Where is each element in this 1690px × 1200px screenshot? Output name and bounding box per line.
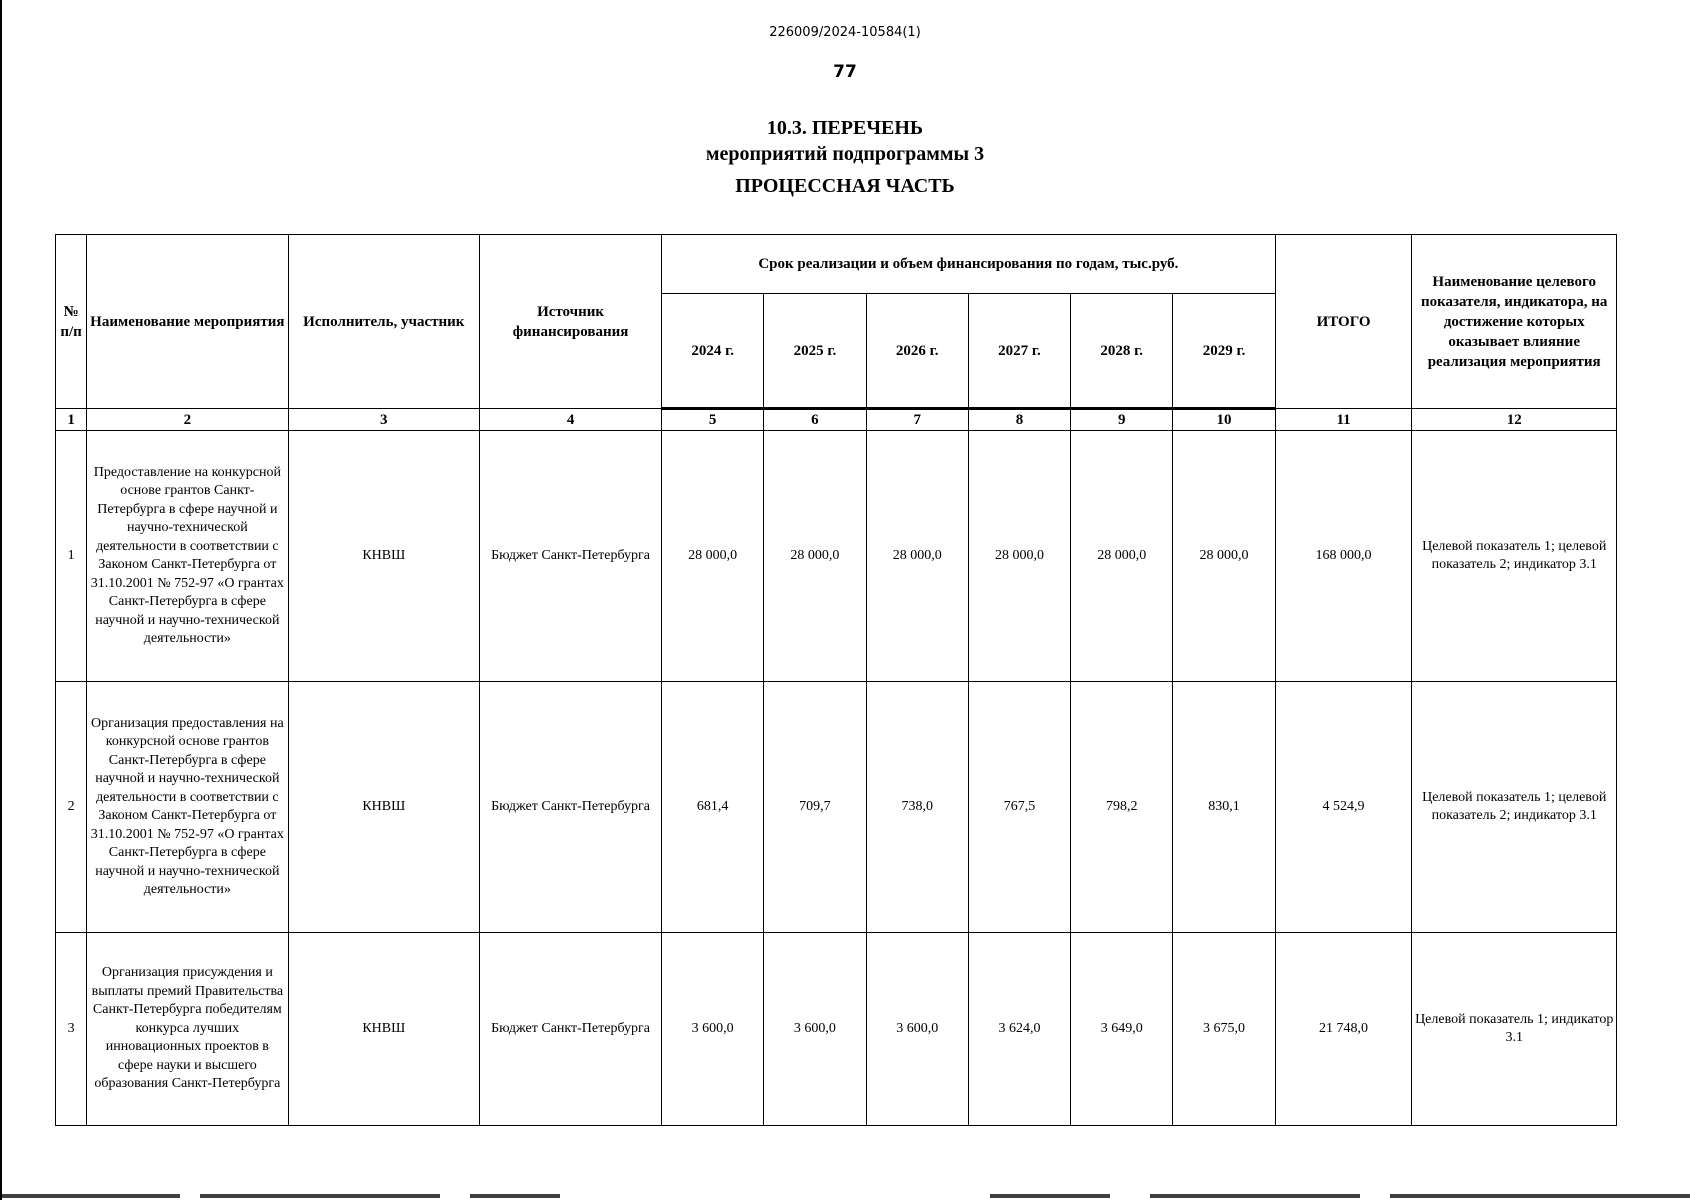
- table-row: [56, 431, 1617, 682]
- section-subtitle: мероприятий подпрограммы 3: [705, 143, 985, 165]
- funding-2026: 28 000,0: [866, 431, 968, 682]
- header-year-2028: 2028 г.: [1071, 294, 1173, 409]
- target-indicator: Целевой показатель 1; целевой показатель 2; индикатор 3.1: [1412, 431, 1617, 682]
- header-no: № п/п: [56, 235, 87, 409]
- funding-source: Бюджет Санкт-Петербурга: [480, 431, 662, 682]
- row-number: 1: [56, 431, 87, 682]
- column-number: 5: [662, 409, 764, 431]
- header-year-2027: 2027 г.: [968, 294, 1070, 409]
- funding-total: 4 524,9: [1275, 682, 1412, 933]
- column-number: 2: [87, 409, 288, 431]
- event-name: Организация предоставления на конкурсной основе грантов Санкт-Петербурга в сфере научной и научно-технической деятельности в соответствии с Законом Санкт-Петербурга от 31.10.2001 № 752-97 «О грантах Санкт-Петербурга в сфере научной и научно-технической деятельности»: [87, 682, 288, 933]
- funding-total: 168 000,0: [1275, 431, 1412, 682]
- funding-2027: 3 624,0: [968, 933, 1070, 1126]
- header-year-2026: 2026 г.: [866, 294, 968, 409]
- funding-2024: 681,4: [662, 682, 764, 933]
- funding-2028: 28 000,0: [1071, 431, 1173, 682]
- header-executor: Исполнитель, участник: [288, 235, 480, 409]
- section-part-title: ПРОЦЕССНАЯ ЧАСТЬ: [735, 175, 955, 197]
- column-number: 12: [1412, 409, 1617, 431]
- event-name: Организация присуждения и выплаты премий Правительства Санкт-Петербурга победителям конкурса лучших инновационных проектов в сфере науки и высшего образования Санкт-Петербурга: [87, 933, 288, 1126]
- funding-2029: 28 000,0: [1173, 431, 1275, 682]
- header-funding-period: Срок реализации и объем финансирования по годам, тыс.руб.: [662, 235, 1276, 294]
- row-number: 3: [56, 933, 87, 1126]
- funding-2028: 3 649,0: [1071, 933, 1173, 1126]
- scan-footer-artifact: [0, 1192, 1690, 1200]
- funding-2027: 28 000,0: [968, 431, 1070, 682]
- header-indicator: Наименование целевого показателя, индикатора, на достижение которых оказывает влияние реализация мероприятия: [1412, 235, 1617, 409]
- funding-source: Бюджет Санкт-Петербурга: [480, 682, 662, 933]
- funding-2029: 3 675,0: [1173, 933, 1275, 1126]
- funding-2025: 709,7: [764, 682, 866, 933]
- header-year-2024: 2024 г.: [662, 294, 764, 409]
- column-number: 10: [1173, 409, 1275, 431]
- funding-2024: 28 000,0: [662, 431, 764, 682]
- page-number: 77: [833, 62, 857, 82]
- column-number-row: [56, 409, 1617, 431]
- events-table: [55, 234, 1617, 1126]
- header-total: ИТОГО: [1275, 235, 1412, 409]
- column-number: 1: [56, 409, 87, 431]
- funding-total: 21 748,0: [1275, 933, 1412, 1126]
- column-number: 9: [1071, 409, 1173, 431]
- header-funding-source: Источник финансирования: [480, 235, 662, 409]
- table-row: [56, 933, 1617, 1126]
- funding-source: Бюджет Санкт-Петербурга: [480, 933, 662, 1126]
- column-number: 11: [1275, 409, 1412, 431]
- funding-2026: 738,0: [866, 682, 968, 933]
- row-number: 2: [56, 682, 87, 933]
- funding-2029: 830,1: [1173, 682, 1275, 933]
- column-number: 7: [866, 409, 968, 431]
- target-indicator: Целевой показатель 1; целевой показатель 2; индикатор 3.1: [1412, 682, 1617, 933]
- column-number: 3: [288, 409, 480, 431]
- funding-2024: 3 600,0: [662, 933, 764, 1126]
- event-executor: КНВШ: [288, 933, 480, 1126]
- column-number: 6: [764, 409, 866, 431]
- table-row: [56, 682, 1617, 933]
- event-executor: КНВШ: [288, 682, 480, 933]
- funding-2028: 798,2: [1071, 682, 1173, 933]
- column-number: 4: [480, 409, 662, 431]
- funding-2026: 3 600,0: [866, 933, 968, 1126]
- funding-2025: 28 000,0: [764, 431, 866, 682]
- target-indicator: Целевой показатель 1; индикатор 3.1: [1412, 933, 1617, 1126]
- event-name: Предоставление на конкурсной основе грантов Санкт-Петербурга в сфере научной и научно-технической деятельности в соответствии с Законом Санкт-Петербурга от 31.10.2001 № 752-97 «О грантах Санкт-Петербурга в сфере научной и научно-технической деятельности»: [87, 431, 288, 682]
- header-event-name: Наименование мероприятия: [87, 235, 288, 409]
- document-registration-number: 226009/2024-10584(1): [769, 25, 921, 40]
- header-year-2025: 2025 г.: [764, 294, 866, 409]
- column-number: 8: [968, 409, 1070, 431]
- funding-2025: 3 600,0: [764, 933, 866, 1126]
- header-year-2029: 2029 г.: [1173, 294, 1275, 409]
- section-title: 10.3. ПЕРЕЧЕНЬ: [766, 117, 924, 139]
- funding-2027: 767,5: [968, 682, 1070, 933]
- event-executor: КНВШ: [288, 431, 480, 682]
